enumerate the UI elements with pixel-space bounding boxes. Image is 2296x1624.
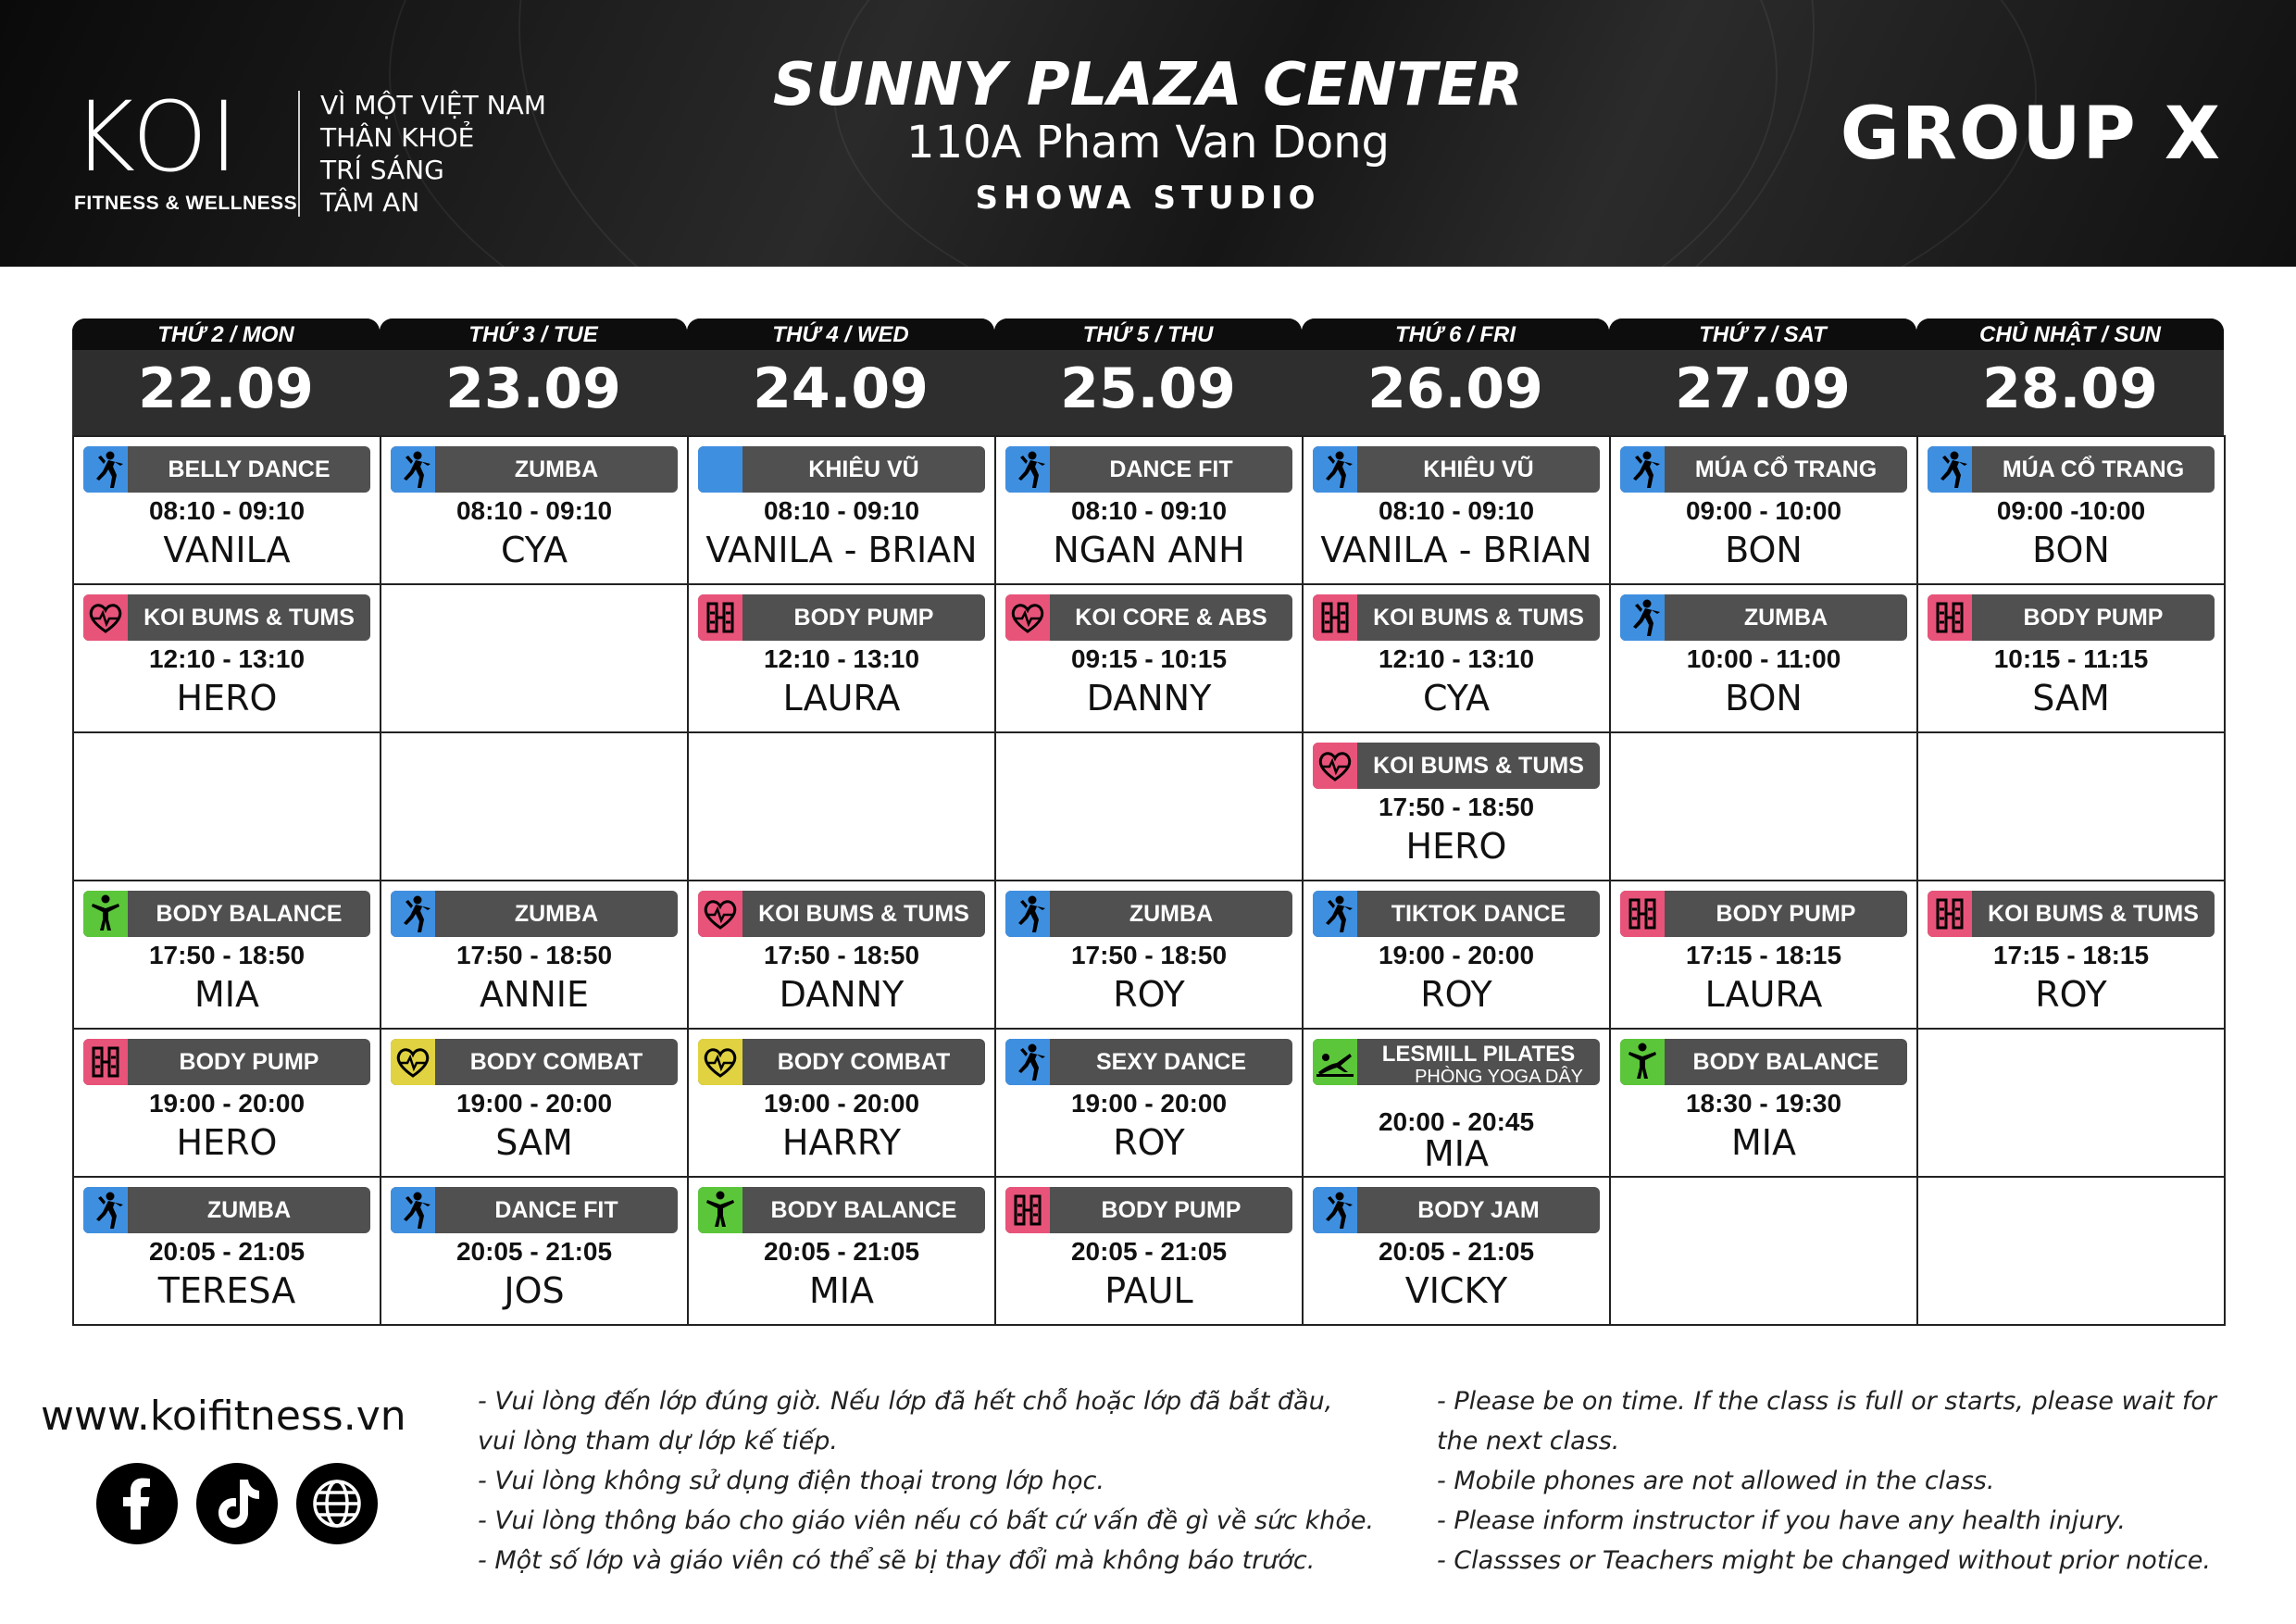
note-line: - Vui lòng không sử dụng điện thoại trong lớp học. xyxy=(478,1467,1104,1495)
class-time: 12:10 - 13:10 xyxy=(763,644,920,673)
class-name-pill xyxy=(698,1039,985,1085)
class-name-pill xyxy=(1313,743,1600,789)
social-links xyxy=(96,1463,383,1565)
dance-icon xyxy=(1620,594,1665,641)
dance-icon xyxy=(1005,891,1050,937)
globe-icon[interactable] xyxy=(296,1463,378,1544)
day-name: THỨ 6 / FRI xyxy=(1302,319,1609,350)
class-name: ZUMBA xyxy=(514,456,599,482)
dance-icon xyxy=(1928,446,1972,493)
empty-slot xyxy=(994,731,1304,881)
class-slot xyxy=(687,435,996,585)
class-time: 17:50 - 18:50 xyxy=(148,941,306,969)
class-slot xyxy=(994,583,1304,733)
class-time: 19:00 - 20:00 xyxy=(455,1089,613,1118)
class-slot xyxy=(687,880,996,1030)
class-name-pill xyxy=(1313,891,1600,937)
empty-slot xyxy=(72,731,381,881)
class-slot xyxy=(687,583,996,733)
note-line: the next class. xyxy=(1437,1427,1620,1455)
class-name: TIKTOK DANCE xyxy=(1391,901,1566,927)
class-name-pill xyxy=(391,1187,678,1233)
heart-icon xyxy=(1313,743,1357,789)
barbell-icon xyxy=(1928,891,1972,937)
class-time: 19:00 - 20:00 xyxy=(1378,941,1535,969)
empty-slot xyxy=(687,731,996,881)
class-time: 10:15 - 11:15 xyxy=(1993,644,2149,673)
class-name-pill xyxy=(698,594,985,641)
note-line: - Classses or Teachers might be changed without prior notice. xyxy=(1437,1546,2211,1575)
venue-address: 110A Pham Van Dong xyxy=(906,117,1390,169)
coach-name: VANILA - BRIAN xyxy=(1320,530,1592,570)
class-room: PHÒNG YOGA DÂY xyxy=(1415,1067,1583,1085)
class-slot xyxy=(1916,880,2226,1030)
class-slot xyxy=(1302,583,1611,733)
empty-slot xyxy=(1916,1176,2226,1326)
coach-name: ROY xyxy=(1113,974,1185,1015)
website-link[interactable]: www.koifitness.vn xyxy=(41,1393,406,1440)
class-slot xyxy=(72,1176,381,1326)
barbell-icon xyxy=(83,1039,128,1085)
day-header-22-09 xyxy=(72,319,380,435)
class-time: 09:00 -10:00 xyxy=(1996,496,2146,525)
class-slot xyxy=(1302,1028,1611,1178)
coach-name: MIA xyxy=(809,1270,874,1311)
dance-icon xyxy=(1313,891,1357,937)
day-name: THỨ 5 / THU xyxy=(994,319,1302,350)
class-slot xyxy=(380,880,689,1030)
class-name: DANCE FIT xyxy=(1109,456,1233,482)
day-header-24-09 xyxy=(687,319,994,435)
day-name: THỨ 3 / TUE xyxy=(380,319,687,350)
dance-icon xyxy=(391,891,435,937)
class-name: BODY BALANCE xyxy=(156,901,343,927)
day-name: THỨ 4 / WED xyxy=(687,319,994,350)
day-header-23-09 xyxy=(380,319,687,435)
class-time: 17:50 - 18:50 xyxy=(1070,941,1228,969)
dance-icon xyxy=(1313,1187,1357,1233)
day-date: 28.09 xyxy=(1982,356,2158,421)
note-line: vui lòng tham dự lớp kế tiếp. xyxy=(478,1427,838,1455)
class-time: 09:00 - 10:00 xyxy=(1685,496,1842,525)
class-name: MÚA CỔ TRANG xyxy=(2002,456,2185,482)
class-time: 20:05 - 21:05 xyxy=(1070,1237,1228,1266)
logo-divider xyxy=(298,91,300,217)
class-name: BODY BALANCE xyxy=(770,1197,957,1223)
venue-block xyxy=(685,52,1611,217)
note-line: - Please be on time. If the class is full or starts, please wait for xyxy=(1437,1387,2216,1416)
class-slot xyxy=(1916,583,2226,733)
empty-slot xyxy=(1609,731,1918,881)
class-time: 17:50 - 18:50 xyxy=(1378,793,1535,821)
heart-icon xyxy=(698,1039,742,1085)
class-time: 17:15 - 18:15 xyxy=(1992,941,2150,969)
dance-icon xyxy=(391,1187,435,1233)
class-name-pill xyxy=(1005,891,1292,937)
class-name-pill xyxy=(1005,594,1292,641)
schedule-grid xyxy=(72,319,2224,1322)
coach-name: LAURA xyxy=(1704,974,1823,1015)
venue-name: SUNNY PLAZA CENTER xyxy=(772,51,1524,119)
coach-name: NGAN ANH xyxy=(1053,530,1245,570)
class-slot xyxy=(994,1176,1304,1326)
coach-name: DANNY xyxy=(1086,678,1212,718)
class-slot xyxy=(1609,1028,1918,1178)
class-slot xyxy=(72,435,381,585)
dance-icon xyxy=(83,446,128,493)
class-name-pill xyxy=(1313,1039,1600,1085)
class-time: 20:05 - 21:05 xyxy=(455,1237,613,1266)
class-name-pill xyxy=(391,891,678,937)
logo-word: KOI xyxy=(72,81,241,194)
barbell-icon xyxy=(1313,594,1357,641)
class-name-pill xyxy=(698,891,985,937)
class-name-pill xyxy=(1620,891,1907,937)
class-name: KOI BUMS & TUMS xyxy=(758,901,969,927)
coach-name: HERO xyxy=(176,1122,278,1163)
notes-english xyxy=(1437,1381,2216,1580)
class-name: BODY BALANCE xyxy=(1692,1049,1879,1075)
dance-icon xyxy=(83,1187,128,1233)
slogan-line: TRÍ SÁNG xyxy=(320,155,444,185)
program-title: GROUP X xyxy=(1840,93,2222,176)
class-time: 18:30 - 19:30 xyxy=(1685,1089,1842,1118)
empty-slot xyxy=(1916,731,2226,881)
day-date: 27.09 xyxy=(1675,356,1851,421)
day-date: 22.09 xyxy=(138,356,314,421)
class-slot xyxy=(1302,731,1611,881)
class-name: LESMILL PILATES xyxy=(1381,1042,1576,1067)
class-name-pill xyxy=(391,446,678,493)
class-time: 20:00 - 20:45 xyxy=(1378,1107,1535,1136)
class-time: 20:05 - 21:05 xyxy=(763,1237,920,1266)
class-name-pill xyxy=(1313,446,1600,493)
note-line: - Vui lòng đến lớp đúng giờ. Nếu lớp đã hết chỗ hoặc lớp đã bắt đầu, xyxy=(478,1387,1333,1416)
class-time: 12:10 - 13:10 xyxy=(1378,644,1535,673)
class-name-pill xyxy=(83,446,370,493)
slogan-line: THÂN KHOẺ xyxy=(320,122,475,153)
coach-name: ROY xyxy=(2035,974,2107,1015)
coach-name: BON xyxy=(1725,530,1803,570)
class-time: 19:00 - 20:00 xyxy=(1070,1089,1228,1118)
class-slot xyxy=(1302,435,1611,585)
class-time: 20:05 - 21:05 xyxy=(1378,1237,1535,1266)
class-time: 20:05 - 21:05 xyxy=(148,1237,306,1266)
class-name: BODY PUMP xyxy=(179,1049,319,1075)
class-name: BODY COMBAT xyxy=(777,1049,951,1075)
coach-name: DANNY xyxy=(779,974,905,1015)
barbell-icon xyxy=(1928,594,1972,641)
coach-name: MIA xyxy=(194,974,259,1015)
day-date: 23.09 xyxy=(445,356,621,421)
empty-slot xyxy=(380,583,689,733)
coach-name: SAM xyxy=(495,1122,573,1163)
class-name-pill xyxy=(1313,594,1600,641)
class-name: BODY PUMP xyxy=(2023,605,2164,631)
heart-icon xyxy=(391,1039,435,1085)
class-slot xyxy=(380,1028,689,1178)
coach-name: SAM xyxy=(2032,678,2110,718)
slogan-line: VÌ MỘT VIỆT NAM xyxy=(320,90,546,120)
class-name-pill xyxy=(83,891,370,937)
day-header-25-09 xyxy=(994,319,1302,435)
class-name-pill xyxy=(83,594,370,641)
class-time: 17:15 - 18:15 xyxy=(1685,941,1842,969)
coach-name: MIA xyxy=(1424,1133,1489,1174)
coach-name: BON xyxy=(1725,678,1803,718)
note-line: - Mobile phones are not allowed in the class. xyxy=(1437,1467,1995,1495)
day-date: 26.09 xyxy=(1367,356,1543,421)
coach-name: TERESA xyxy=(157,1270,296,1311)
class-time: 08:10 - 09:10 xyxy=(763,496,920,525)
facebook-icon[interactable] xyxy=(96,1463,178,1544)
day-header-27-09 xyxy=(1609,319,1916,435)
day-header-28-09 xyxy=(1916,319,2224,435)
class-name-pill xyxy=(1005,1039,1292,1085)
day-date: 24.09 xyxy=(753,356,929,421)
class-slot xyxy=(72,1028,381,1178)
coach-name: CYA xyxy=(1422,678,1491,718)
heart-icon xyxy=(1005,594,1050,641)
dance-icon xyxy=(1620,446,1665,493)
coach-name: HERO xyxy=(176,678,278,718)
notes-vietnamese xyxy=(478,1381,1374,1580)
class-time: 19:00 - 20:00 xyxy=(148,1089,306,1118)
day-name: THỨ 2 / MON xyxy=(72,319,380,350)
class-name: DANCE FIT xyxy=(494,1197,618,1223)
class-name-pill xyxy=(1620,1039,1907,1085)
class-slot xyxy=(994,880,1304,1030)
koi-logo xyxy=(72,81,298,219)
coach-name: HARRY xyxy=(781,1122,902,1163)
class-name: BODY PUMP xyxy=(793,605,934,631)
dance-icon xyxy=(1005,1039,1050,1085)
class-time: 08:10 - 09:10 xyxy=(455,496,613,525)
class-slot xyxy=(687,1176,996,1326)
class-name: ZUMBA xyxy=(1129,901,1214,927)
class-slot xyxy=(1302,1176,1611,1326)
dance-icon xyxy=(1005,446,1050,493)
class-name: KOI BUMS & TUMS xyxy=(1988,901,2199,927)
day-name: THỨ 7 / SAT xyxy=(1609,319,1916,350)
class-time: 08:10 - 09:10 xyxy=(1378,496,1535,525)
day-date: 25.09 xyxy=(1060,356,1236,421)
class-slot xyxy=(1609,583,1918,733)
barbell-icon xyxy=(698,594,742,641)
class-slot xyxy=(1302,880,1611,1030)
barbell-icon xyxy=(1620,891,1665,937)
class-time: 08:10 - 09:10 xyxy=(148,496,306,525)
coach-name: LAURA xyxy=(782,678,901,718)
class-time: 08:10 - 09:10 xyxy=(1070,496,1228,525)
class-slot xyxy=(72,880,381,1030)
class-name: ZUMBA xyxy=(1743,605,1828,631)
class-name: BODY PUMP xyxy=(1101,1197,1242,1223)
coach-name: MIA xyxy=(1731,1122,1796,1163)
day-header-26-09 xyxy=(1302,319,1609,435)
class-time: 12:10 - 13:10 xyxy=(148,644,306,673)
class-name-pill xyxy=(1928,891,2215,937)
coach-name: JOS xyxy=(504,1270,565,1311)
coach-name: VANILA xyxy=(163,530,291,570)
class-name: KOI BUMS & TUMS xyxy=(1373,753,1584,779)
heart-icon xyxy=(698,891,742,937)
slogan-line: TÂM AN xyxy=(320,187,420,218)
class-name-pill xyxy=(83,1039,370,1085)
class-name: BODY PUMP xyxy=(1716,901,1856,927)
header-banner xyxy=(0,0,2296,267)
class-time: 09:15 - 10:15 xyxy=(1070,644,1228,673)
coach-name: BON xyxy=(2032,530,2110,570)
dance-icon xyxy=(1313,446,1357,493)
class-name-pill xyxy=(1620,594,1907,641)
class-name: KOI BUMS & TUMS xyxy=(144,605,355,631)
coach-name: VANILA - BRIAN xyxy=(705,530,978,570)
barbell-icon xyxy=(1005,1187,1050,1233)
class-time: 19:00 - 20:00 xyxy=(763,1089,920,1118)
class-name-pill xyxy=(1928,594,2215,641)
class-slot xyxy=(380,435,689,585)
note-line: - Một số lớp và giáo viên có thể sẽ bị thay đổi mà không báo trước. xyxy=(478,1546,1316,1575)
class-slot xyxy=(1916,435,2226,585)
coach-name: ROY xyxy=(1113,1122,1185,1163)
empty-slot xyxy=(1916,1028,2226,1178)
class-name: ZUMBA xyxy=(206,1197,292,1223)
class-slot xyxy=(687,1028,996,1178)
class-slot xyxy=(994,435,1304,585)
class-name-pill xyxy=(1005,1187,1292,1233)
empty-slot xyxy=(1609,1176,1918,1326)
class-name: KOI CORE & ABS xyxy=(1075,605,1267,631)
class-slot xyxy=(72,583,381,733)
coach-name: CYA xyxy=(500,530,568,570)
coach-name: HERO xyxy=(1405,826,1507,867)
pilates-icon xyxy=(1313,1039,1357,1085)
class-name: SEXY DANCE xyxy=(1095,1049,1247,1075)
coach-name: ANNIE xyxy=(479,974,590,1015)
logo-subtitle: FITNESS & WELLNESS xyxy=(74,193,298,214)
blank-icon xyxy=(698,446,742,493)
class-name-pill xyxy=(698,446,985,493)
balance-icon xyxy=(698,1187,742,1233)
day-name: CHỦ NHẬT / SUN xyxy=(1916,319,2224,350)
class-name-pill xyxy=(1005,446,1292,493)
class-name-pill xyxy=(1313,1187,1600,1233)
note-line: - Please inform instructor if you have any health injury. xyxy=(1437,1506,2126,1535)
studio-name: SHOWA STUDIO xyxy=(975,180,1321,217)
dance-icon xyxy=(391,446,435,493)
coach-name: VICKY xyxy=(1404,1270,1508,1311)
class-slot xyxy=(380,1176,689,1326)
class-name-pill xyxy=(1620,446,1907,493)
class-time: 17:50 - 18:50 xyxy=(455,941,613,969)
class-name: KOI BUMS & TUMS xyxy=(1373,605,1584,631)
class-slot xyxy=(1609,880,1918,1030)
class-time: 17:50 - 18:50 xyxy=(763,941,920,969)
coach-name: ROY xyxy=(1420,974,1492,1015)
heart-icon xyxy=(83,594,128,641)
coach-name: PAUL xyxy=(1104,1270,1193,1311)
class-name: KHIÊU VŨ xyxy=(808,456,919,482)
note-line: - Vui lòng thông báo cho giáo viên nếu có bất cứ vấn đề gì về sức khỏe. xyxy=(478,1506,1375,1535)
class-time: 10:00 - 11:00 xyxy=(1686,644,1841,673)
empty-slot xyxy=(380,731,689,881)
class-slot xyxy=(994,1028,1304,1178)
class-name: BODY COMBAT xyxy=(469,1049,643,1075)
class-slot xyxy=(1609,435,1918,585)
slogan xyxy=(320,89,546,219)
class-name-pill xyxy=(698,1187,985,1233)
class-name: MÚA CỔ TRANG xyxy=(1694,456,1878,482)
class-name: BODY JAM xyxy=(1417,1197,1540,1223)
balance-icon xyxy=(1620,1039,1665,1085)
class-name-pill xyxy=(1928,446,2215,493)
tiktok-icon[interactable] xyxy=(196,1463,278,1544)
balance-icon xyxy=(83,891,128,937)
class-name: KHIÊU VŨ xyxy=(1423,456,1534,482)
class-name-pill xyxy=(391,1039,678,1085)
class-name-pill xyxy=(83,1187,370,1233)
class-name: BELLY DANCE xyxy=(168,456,331,482)
class-name: ZUMBA xyxy=(514,901,599,927)
